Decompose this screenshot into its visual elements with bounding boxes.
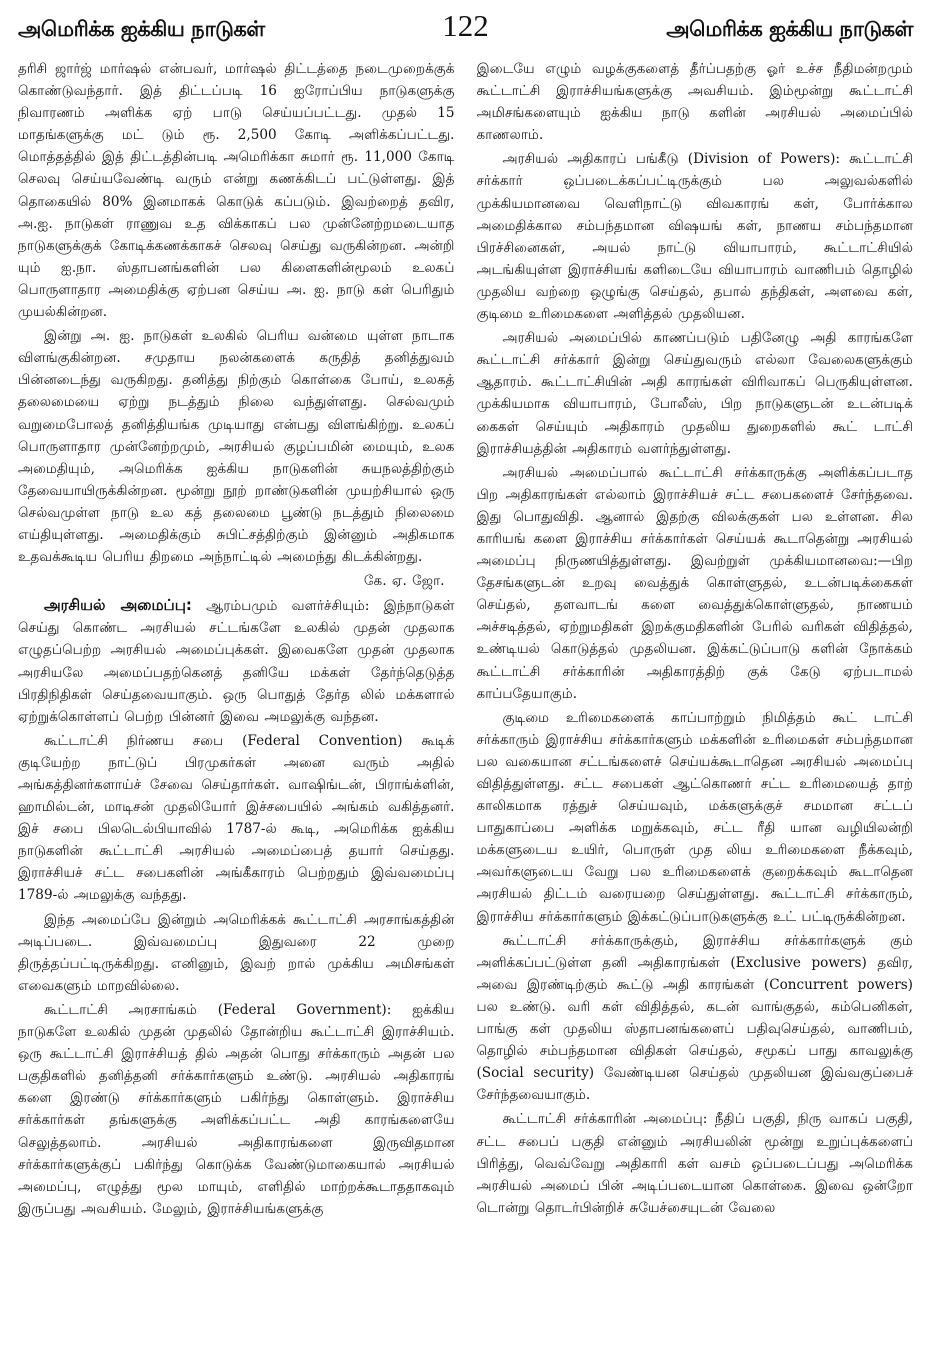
- running-title-right: அமெரிக்க ஐக்கிய நாடுகள்: [666, 17, 913, 41]
- paragraph-text: இடையே எழும் வழக்குகளைத் தீர்ப்பதற்கு ஓர் உச்ச நீதிமன்றமும் கூட்டாட்சி இராச்சியங்களுக்கு அவசியம். இம்மூன்று கூட்டாட்சி அமிசங்களையும் ஐக்கிய நாடு களின் அரசியல் அமைப்பில் காணலாம்.: [476, 61, 913, 144]
- paragraph: [18, 58, 455, 323]
- paragraph: [18, 999, 455, 1220]
- paragraph: [477, 930, 914, 1107]
- section-heading: அரசியல் அமைப்பு:: [44, 596, 192, 615]
- paragraph: [477, 148, 914, 325]
- paragraph-text: அரசியல் அமைப்பால் கூட்டாட்சி சர்க்காருக்கு அளிக்கப்படாத பிற அதிகாரங்கள் எல்லாம் இராச்சியச் சட்ட சபைகளைச் சேர்ந்தவை. இது பொதுவிதி. ஆனால் இதற்கு விலக்குகள் பல உள்ளன. சில காரியங் களை இராச்சிய சர்க்கார்கள் செய்யக் கூடாதென்று அரசியல் அமைப்பு நிருணயித்துள்ளது. இவற்றுள் முக்கியமானவை:—பிற தேசங்களுடன் உறவு வைத்துக் கொள்ளுதல், உடன்படிக்கைகள் செய்தல், தளவாடங் களை வைத்துக்கொள்ளுதல், நாணயம் அச்சடித்தல், ஏற்றுமதிகள் இறக்குமதிகளின் பேரில் வரிகள் விதித்தல், உண்டியல் கொடுத்தல் முதலியன. இக்கட்டுப்பாடு களின் நோக்கம் கூட்டாட்சி சர்க்காரின் அதிகாரத்திற் குக் கேடு ஏற்படாமல் காப்பதேயாகும்.: [476, 464, 913, 702]
- paragraph: [18, 909, 455, 997]
- page-header: [18, 8, 913, 58]
- author-signature: [18, 570, 455, 592]
- paragraph: [477, 1108, 914, 1218]
- paragraph: [477, 462, 914, 705]
- paragraph: [18, 594, 455, 728]
- paragraph-text: கூட்டாட்சி நிர்ணய சபை (Federal Convention) கூடிக் குடியேற்ற நாட்டுப் பிரமுகர்கள் அனை வரும் அதில் அங்கத்தினர்களாய்ச் சேவை செய்தார்கள். வாஷிங்டன், பிராங்க்ளின், ஹாமில்டன், மாடிசன் முதலியோர் இச்சபையில் அங்கம் வகித்தனர். இச் சபை பிலடெல்பியாவில் 1787-ல் கூடி, அமெரிக்க ஐக்கிய நாடுகளின் கூட்டாட்சி அரசியல் அமைப்பைத் தயார் செய்தது. இராச்சியச் சட்ட சபைகளின் அங்கீகாரம் பெற்றதும் இவ்வமைப்பு 1789-ல் அமலுக்கு வந்தது.: [18, 732, 455, 904]
- paragraph: [18, 325, 455, 568]
- paragraph-text: அரசியல் அதிகாரப் பங்கீடு (Division of Powers): கூட்டாட்சி சர்க்கார் ஒப்படைக்கப்பட்டிருக்கும் பல அலுவல்களில் முக்கியமானவை வெளிநாட்டு விவகாரங் கள், போர்க்கால அமைதிக்கால சம்பந்தமான விஷயங் கள், நாணய சம்பந்தமான பிரச்சினைகள், அயல் நாட்டு வியாபாரம், கூட்டாட்சியில் அடங்கியுள்ள இராச்சியங் களிடையே வியாபாரம் வாணிபம் தொழில் முதலிய வற்றை ஒழுங்கு செய்தல், தபால் தந்திகள், அளவை கள், குடிமை உரிமைகளை அளித்தல் முதலியன.: [476, 151, 913, 323]
- paragraph-text: அரசியல் அமைப்பில் காணப்படும் பதினேழு அதி காரங்களே கூட்டாட்சி சர்க்கார் இன்று செய்துவரும் எல்லா வேலைகளுக்கும் ஆதாரம். கூட்டாட்சியின் அதி காரங்கள் விரிவாகப் பெருகியுள்ளன. முக்கியமாக வியாபாரம், போலீஸ், பிற நாடுகளுடன் உடன்படிக் கைகள் செய்யும் அதிகாரம் முதலிய துறைகளில் கூட் டாட்சி இராச்சியத்தின் அதிகாரம் வளர்ந்துள்ளது.: [476, 330, 913, 457]
- paragraph: [477, 707, 914, 928]
- paragraph-text: கூட்டாட்சி சர்க்காருக்கும், இராச்சிய சர்க்கார்களுக் கும் அளிக்கப்பட்டுள்ள தனி அதிகாரங்கள் (Exclusive powers) தவிர, அவை இரண்டிற்கும் கூட்டு அதி காரங்கள் (Concurrent powers) பல உண்டு. வரி கள் விதித்தல், கடன் வாங்குதல், கம்பெனிகள், பாங்கு கள் முதலிய ஸ்தாபனங்களைப் பதிவுசெய்தல், வாணிபம், தொழில் சம்பந்தமான விதிகள் செய்தல், சமூகப் பாது காவலுக்கு (Social security) வேண்டியன செய்தல் முதலியன இவ்வகுப்பைச் சேர்ந்தவையாகும்.: [476, 932, 913, 1104]
- paragraph-text: இன்று அ. ஐ. நாடுகள் உலகில் பெரிய வன்மை யுள்ள நாடாக விளங்குகின்றன. சமுதாய நலன்களைக் கருதித் தனித்துவம் பின்னடைந்து வருகிறது. தனித்து நிற்கும் கொள்கை போய், உலகத் தலைமையை ஏற்று நடத்தும் நிலை வந்துள்ளது. செல்வமும் வறுமைபோலத் தனித்தியங்க முடியாது என்பது விளங்கிற்று. உலகப் பொருளாதார முன்னேற்றமும், அரசியல் குழப்பமின் மையும், உலக அமைதியும், அமெரிக்க ஐக்கிய நாடுகளின் சுயநலத்திற்கும் தேவையாயிருக்கின்றன. மூன்று நூற் றாண்டுகளின் முயற்சியால் ஒரு செல்வமுள்ள நாடு உல கத் தலைமை பூண்டு நடத்தும் நிலைமை எய்தியுள்ளது. அமைதிக்கும் சுபிட்சத்திற்கும் இன்னும் அதிகமாக உதவக்கூடிய பெரிய திறமை அந்நாட்டில் அமைந்து கிடக்கின்றது.: [18, 328, 455, 566]
- right-column: [477, 58, 914, 1348]
- running-title-left: அமெரிக்க ஐக்கிய நாடுகள்: [18, 17, 265, 41]
- paragraph-text: குடிமை உரிமைகளைக் காப்பாற்றும் நிமித்தம் கூட் டாட்சி சர்க்காரும் இராச்சிய சர்க்கார்களும் மக்களின் உரிமைகள் சம்பந்தமான பல வகையான சட்டங்களைச் செய்யக்கூடாதென அரசியல் அமைப்பு விதித்துள்ளது. சட்ட சபைகள் ஆட்கொணர் சட்ட உரிமையைத் தாற் காலிகமாக ரத்துச் செய்யவும், மக்களுக்குச் சமமான சட்டப் பாதுகாப்பை அளிக்க மறுக்கவும், சட்ட ரீதி யான வழியிலன்றி மக்களுடைய உயிர், பொருள் முத லிய உரிமைகளை நீக்கவும், அவர்களுடைய வேறு பல உரிமைகளைக் குறைக்கவும் கூடாதென அரசியல் திட்டம் வரையறை செய்துள்ளது. கூட்டாட்சி சர்க்காரும், இராச்சிய சர்க்கார்களும் இக்கட்டுப்பாடுகளுக்கு உட் பட்டிருக்கின்றன.: [476, 709, 913, 925]
- paragraph-text: தரிசி ஜார்ஜ் மார்ஷல் என்பவர், மார்ஷல் திட்டத்தை நடைமுறைக்குக் கொண்டுவந்தார். இத் திட்டப்படி 16 ஐரோப்பிய நாடுகளுக்கு நிவாரணம் அளிக்க ஏற் பாடு செய்யப்பட்டது. முதல் 15 மாதங்களுக்கு மட் டும் ரூ. 2,500 கோடி அளிக்கப்பட்டது. மொத்தத்தில் இத் திட்டத்தின்படி அமெரிக்கா சுமார் ரூ. 11,000 கோடி செலவு செய்யவேண்டி வரும் என்று கணக்கிடப் பட்டுள்ளது. இத் தொகையில் 80% இனமாகக் கொடுக் கப்படும். இவற்றைத் தவிர, அ.ஐ. நாடுகள் ராணுவ உத விக்காகப் பல முன்னேற்றமடையாத நாடுகளுக்குக் கோடிக்கணக்காகச் செலவு செய்து வருகின்றன. அன்றி யும் ஐ.நா. ஸ்தாபனங்களின் பல கிளைகளின்மூலம் உலகப் பொருளாதார அமைதிக்கு ஏற்பன செய்ய அ. ஐ. நாடு கள் பெரிதும் முயல்கின்றன.: [18, 61, 455, 321]
- paragraph: [18, 730, 455, 907]
- page-number: 122: [442, 8, 489, 43]
- paragraph: [477, 327, 914, 460]
- paragraph-text: கூட்டாட்சி அரசாங்கம் (Federal Government): ஐக்கிய நாடுகளே உலகில் முதன் முதலில் தோன்றிய கூட்டாட்சி இராச்சியம். ஒரு கூட்டாட்சி இராச்சியத் தில் அதன் பொது சர்க்காரும் அதன் பல பகுதிகளில் தனித்தனி சர்க்கார்களும் உண்டு. அரசியல் அதிகாரங் களை இரண்டு சர்க்கார்களும் பகிர்ந்து கொள்ளும். இராச்சிய சர்க்கார்கள் தங்களுக்கு அளிக்கப்பட்ட அதி காரங்களையே செலுத்தலாம். அரசியல் அதிகாரங்களை இருவிதமான சர்க்கார்களுக்குப் பகிர்ந்து கொடுக்க வேண்டுமாகையால் அரசியல் அமைப்பு, எழுத்து மூல மாயும், எளிதில் மாற்றக்கூடாததாகவும் இருப்பது அவசியம். மேலும், இராச்சியங்களுக்கு: [18, 1001, 455, 1217]
- paragraph-text: இந்த அமைப்பே இன்றும் அமெரிக்கக் கூட்டாட்சி அரசாங்கத்தின் அடிப்படை. இவ்வமைப்பு இதுவரை 22 முறை திருத்தப்பட்டிருக்கிறது. எனினும், இவற் றால் முக்கிய அமிசங்கள் எவைகளும் மாறவில்லை.: [18, 911, 455, 994]
- left-column: [18, 58, 455, 1348]
- paragraph-text: கே. ஏ. ஜோ.: [363, 573, 445, 590]
- text-columns: [18, 58, 913, 1348]
- paragraph: [477, 58, 914, 146]
- paragraph-text: கூட்டாட்சி சர்க்காரின் அமைப்பு: நீதிப் பகுதி, நிரு வாகப் பகுதி, சட்ட சபைப் பகுதி என்னும் அரசியலின் மூன்று உறுப்புக்களைப் பிரித்து, வெவ்வேறு அதிகாரி கள் வசம் ஒப்படைப்பது அமெரிக்க அரசியல் அமைப் பின் அடிப்படையான கொள்கை. இவை ஒன்றோ டொன்று தொடர்பின்றிச் சுயேச்சையுடன் வேலை: [476, 1111, 913, 1216]
- paragraph-text: ஆரம்பமும் வளர்ச்சியும்: இந்நாடுகள் செய்து கொண்ட அரசியல் சட்டங்களே உலகில் முதன் முதலாக எழுதப்பெற்ற அரசியல் அமைப்புக்கள். இவைகளே முதன் முதலாக அரசியலே அமைப்பதற்கெனத் தனியே மக்கள் தேர்ந்தெடுத்த பிரதிநிதிகள் செய்தவையாகும். ஒரு பொதுத் தேர்த லில் மக்களால் ஏற்றுக்கொள்ளப் பெற்ற பின்னர் இவை அமலுக்கு வந்தன.: [18, 598, 455, 725]
